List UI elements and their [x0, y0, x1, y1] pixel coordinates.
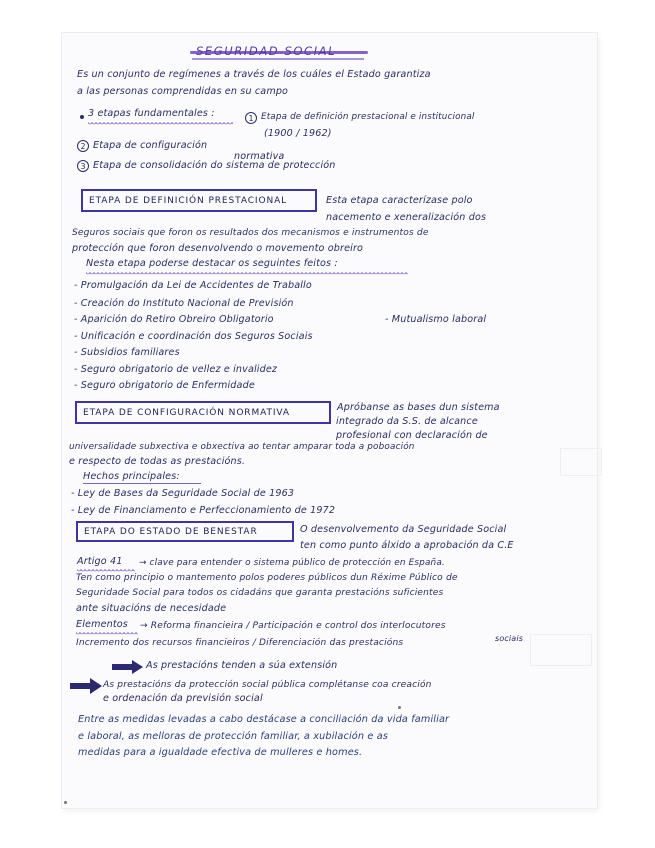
artigo-text: → clave para entender o sistema público de protección en España. [139, 558, 445, 568]
arrow-right-icon [112, 660, 144, 674]
number-two-icon: 2 [77, 140, 89, 152]
arrow-text: As prestacións tenden a súa extensión [146, 660, 338, 671]
def-item: - Promulgación da Lei de Accidentes de Traballo [74, 280, 312, 291]
arrow-text: e ordenación da previsión social [103, 693, 263, 704]
section-box-benestar: ETAPA DO ESTADO DE BENESTAR [76, 521, 294, 542]
section-box-definicion: ETAPA DE DEFINICIÓN PRESTACIONAL [81, 189, 317, 212]
wavy-underline [76, 632, 138, 636]
elementos-label: Elementos [76, 619, 128, 630]
ink-dot [64, 801, 67, 804]
arrow-text: As prestacións da protección social pública complétanse coa creación [103, 680, 432, 690]
est-text: O desenvolvemento da Seguridade Social [300, 524, 507, 535]
etapa-three-text: Etapa de consolidación do sistema de protección [93, 160, 336, 171]
est-text: ten como punto álxido a aprobación da C.E [300, 540, 514, 551]
conf-item: - Ley de Financiamento e Perfeccionamiento de 1972 [71, 505, 336, 516]
etapa-one-text: Etapa de definición prestacional e institucional [261, 112, 475, 122]
wavy-underline [86, 272, 408, 276]
underline [83, 483, 201, 484]
arrow-right-icon [70, 678, 102, 694]
intro-line: Es un conjunto de regímenes a través de los cuáles el Estado garantiza [77, 69, 431, 80]
est-text: ante situacións de necesidade [76, 603, 227, 614]
faint-shape [560, 448, 602, 476]
final-text: Entre as medidas levadas a cabo destácase a conciliación da vida familiar [78, 714, 450, 725]
def-item: - Aparición do Retiro Obreiro Obligatorio [74, 314, 274, 325]
number-three-icon: 3 [77, 160, 89, 172]
def-item: - Unificación e coordinación dos Seguros Sociais [74, 331, 313, 342]
title-underline [192, 58, 364, 60]
est-text: Seguridade Social para todos os cidadáns que garanta prestacións suficientes [76, 588, 444, 598]
etapa-two-text-b: normativa [234, 151, 285, 162]
est-text: Ten como principio o mantemento polos poderes públicos dun Réxime Público de [76, 573, 458, 583]
intro-line: a las personas comprendidas en su campo [77, 86, 289, 97]
artigo-label: Artigo 41 [77, 556, 123, 567]
def-item: - Seguro obrigatorio de Enfermidade [74, 380, 255, 391]
conf-text: profesional con declaración de [336, 430, 488, 441]
def-item: - Creación do Instituto Nacional de Previsión [74, 298, 294, 309]
conf-hechos-heading: Hechos principales: [83, 471, 180, 482]
conf-text: e respecto de todas as prestacións. [69, 456, 246, 467]
faint-shape [530, 634, 592, 666]
etapa-two-text: Etapa de configuración [93, 140, 208, 151]
etapas-heading: 3 etapas fundamentales : [88, 108, 215, 119]
def-text: nacemento e xeneralización dos [326, 212, 487, 223]
def-text: protección que foron desenvolvendo o movemento obreiro [72, 243, 364, 254]
def-side-note: - Mutualismo laboral [385, 314, 487, 325]
elementos-sub: sociais [495, 634, 524, 643]
def-text: Esta etapa caracterízase polo [326, 195, 473, 206]
conf-item: - Ley de Bases da Seguridade Social de 1963 [71, 488, 295, 499]
title-highlight [190, 51, 368, 54]
conf-text: universalidade subxectiva e obxectiva ao tentar amparar toda a poboación [69, 442, 415, 452]
final-text: medidas para a igualdade efectiva de mulleres e homes. [78, 747, 363, 758]
ink-dot [398, 706, 401, 709]
def-item: - Seguro obrigatorio de vellez e invalidez [74, 364, 278, 375]
elementos-text: → Reforma financieira / Participación e control dos interlocutores [140, 621, 446, 631]
bullet-icon [80, 115, 84, 119]
def-item: - Subsidios familiares [74, 347, 180, 358]
conf-text: integrado da S.S. de alcance [336, 416, 478, 427]
def-hechos-heading: Nesta etapa poderse destacar os seguintes feitos : [86, 258, 338, 269]
etapa-one-years: (1900 / 1962) [264, 128, 332, 139]
section-box-configuracion: ETAPA DE CONFIGURACIÓN NORMATIVA [75, 401, 331, 424]
def-text: Seguros sociais que foron os resultados dos mecanismos e instrumentos de [72, 228, 429, 238]
final-text: e laboral, as melloras de protección familiar, a xubilación e as [78, 731, 389, 742]
est-text: Incremento dos recursos financieiros / Diferenciación das prestacións [76, 638, 404, 648]
conf-text: Apróbanse as bases dun sistema [337, 402, 500, 413]
number-one-icon: 1 [245, 112, 257, 124]
wavy-underline [88, 122, 233, 126]
